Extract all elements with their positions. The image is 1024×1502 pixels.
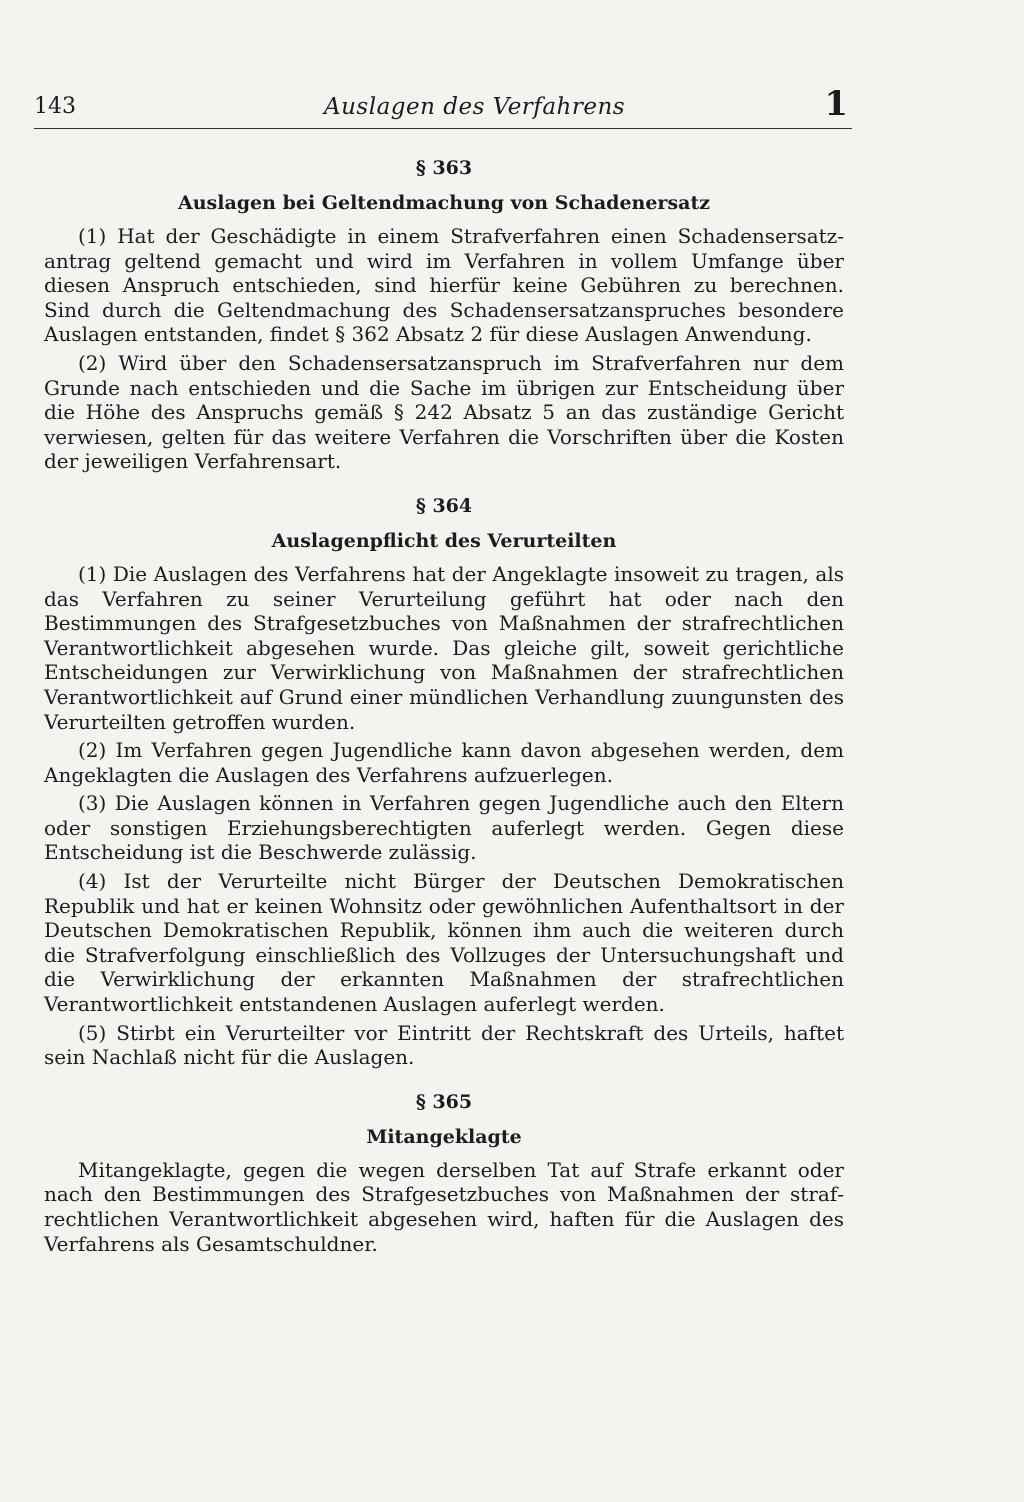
paragraph: (2) Im Verfahren gegen Jugendliche kann davon abgesehen werden, dem Angeklagten die Auslagen des Verfahrens aufzuerlegen. <box>44 738 844 787</box>
section-mark: § 365 <box>415 1090 473 1113</box>
paragraph: (3) Die Auslagen können in Verfahren gegen Jugendliche auch den Eltern oder sonstigen Erziehungsberechtigten auferlegt werden. Gegen diese Entscheidung ist die Beschwerde zulässig. <box>44 791 844 865</box>
section-title: Auslagenpflicht des Verurteilten <box>271 529 617 552</box>
section-mark: § 364 <box>415 494 473 517</box>
page-header <box>34 84 852 129</box>
section-365 <box>44 1084 844 1256</box>
page-body <box>44 150 844 1256</box>
paragraph: Mitangeklagte, gegen die wegen derselben Tat auf Strafe erkannt oder nach den Bestimmungen des Strafgesetzbuches von Maßnahmen der strafrechtlichen Verantwortlichkeit abgesehen wird, haften für die Auslagen des Verfahrens als Gesamtschuldner. <box>44 1157 844 1256</box>
paragraph: (2) Wird über den Schadensersatzanspruch im Strafverfahren nur dem Grunde nach entschieden und die Sache im übrigen zur Entscheidung über die Höhe des Anspruchs gemäß § 242 Absatz 5 an das zuständige Gericht verwiesen, gelten für das weitere Verfahren die Vorschriften über die Kosten der jeweiligen Verfahrensart. <box>44 350 844 474</box>
section-363 <box>44 150 844 474</box>
running-title: Auslagen des Verfahrens <box>324 94 626 120</box>
section-title: Mitangeklagte <box>366 1125 522 1148</box>
paragraph: (1) Die Auslagen des Verfahrens hat der Angeklagte insoweit zu tragen, als das Verfahren zu seiner Verurteilung geführt hat oder nach den Bestimmungen des Strafgesetzbuches von Maßnahmen der strafrechtlichen Verantwortlichkeit abgesehen wurde. Das gleiche gilt, soweit gerichtliche Entscheidungen zur Verwirklichung von Maßnahmen der strafrechtlichen Verantwortlichkeit auf Grund einer mündlichen Verhandlung zuungunsten des Verurteilten getroffen wurden. <box>44 561 844 734</box>
paragraph: (1) Hat der Geschädigte in einem Strafverfahren einen Schadensersatzantrag geltend gemacht und wird im Verfahren in vollem Umfange über diesen Anspruch entschieden, sind hierfür keine Gebühren zu berechnen. Sind durch die Geltendmachung des Schadensersatzanspruches besondere Auslagen entstanden, findet § 362 Absatz 2 für diese Auslagen Anwendung. <box>44 224 844 347</box>
paragraph: (4) Ist der Verurteilte nicht Bürger der Deutschen Demokratischen Republik und hat er keinen Wohnsitz oder gewöhnlichen Aufenthaltsort in der Deutschen Demokratischen Republik, können ihm auch die weiteren durch die Strafverfolgung einschließlich des Vollzuges der Untersuchungshaft und die Verwirklichung der erkannten Maßnahmen der strafrechtlichen Verantwortlichkeit entstandenen Auslagen auferlegt werden. <box>44 869 844 1017</box>
section-title: Auslagen bei Geltendmachung von Schadenersatz <box>177 192 711 214</box>
section-364 <box>44 488 844 1070</box>
paragraph: (5) Stirbt ein Verurteilter vor Eintritt der Rechtskraft des Urteils, haftet sein Nachlaß nicht für die Auslagen. <box>44 1020 844 1070</box>
section-mark: § 363 <box>415 157 473 179</box>
page-number: 143 <box>34 94 76 119</box>
chapter-number: 1 <box>824 84 848 124</box>
